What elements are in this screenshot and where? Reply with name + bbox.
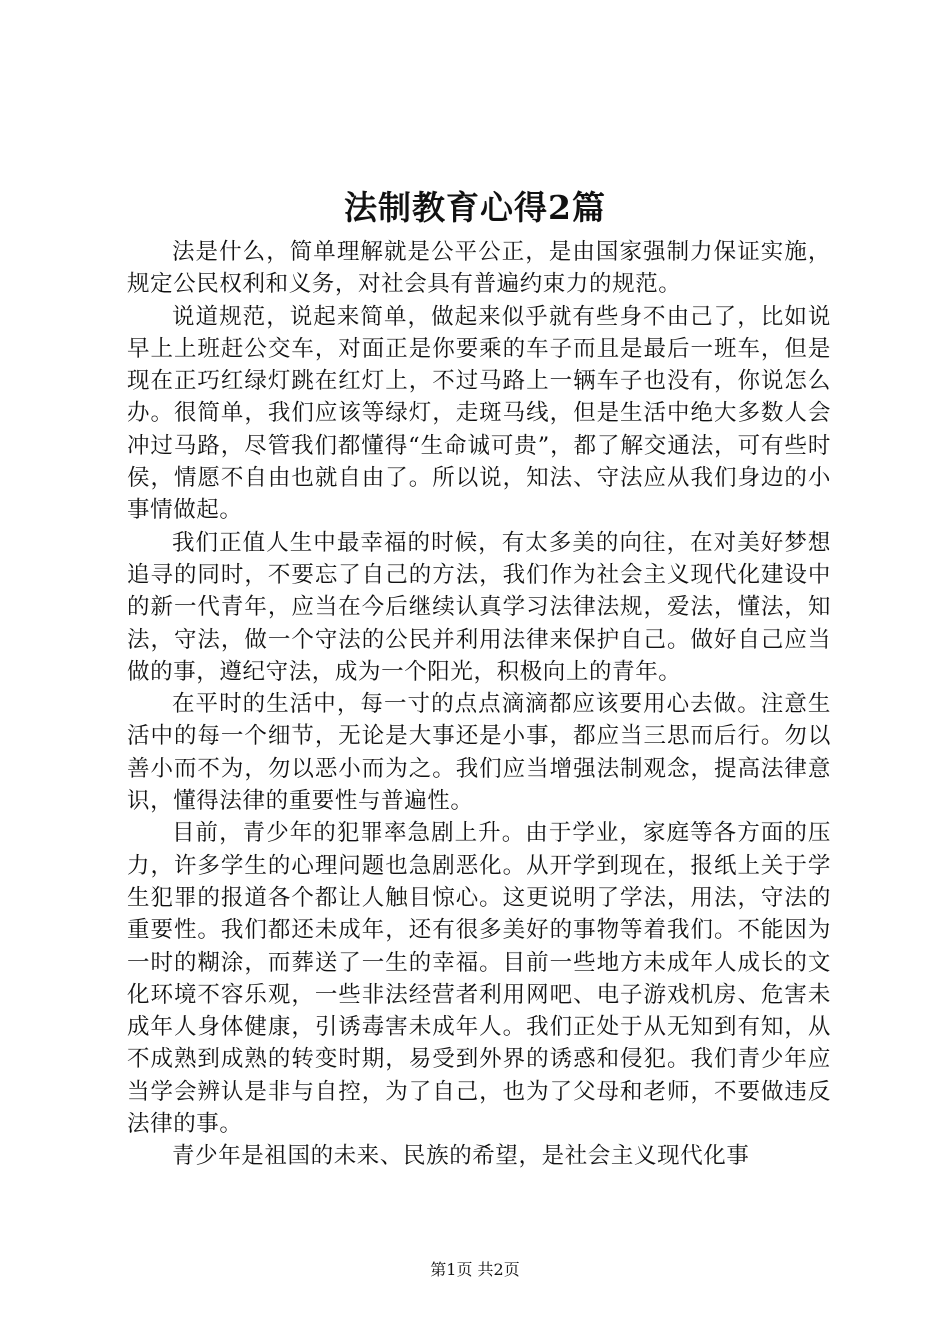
paragraph: 目前，青少年的犯罪率急剧上升。由于学业，家庭等各方面的压力，许多学生的心理问题也急剧恶化。从开学到现在，报纸上关于学生犯罪的报道各个都让人触目惊心。这更说明了学法，用法，守法的重要性。我们都还未成年，还有很多美好的事物等着我们。不能因为一时的糊涂，而葬送了一生的幸福。目前一些地方未成年人成长的文化环境不容乐观，一些非法经营者利用网吧、电子游戏机房、危害未成年人身体健康，引诱毒害未成年人。我们正处于从无知到有知，从不成熟到成熟的转变时期，易受到外界的诱惑和侵犯。我们青少年应当学会辨认是非与自控，为了自己，也为了父母和老师，不要做违反法律的事。 [127,820,831,1138]
document-body [127,236,831,1173]
page-footer: 第1页 共2页 [430,1260,520,1279]
paragraph: 青少年是祖国的未来、民族的希望，是社会主义现代化事 [172,1143,750,1170]
paragraph: 我们正值人生中最幸福的时候，有太多美的向往，在对美好梦想追寻的同时，不要忘了自己的方法，我们作为社会主义现代化建设中的新一代青年，应当在今后继续认真学习法律法规，爱法，懂法，知法，守法，做一个守法的公民并利用法律来保护自己。做好自己应当做的事，遵纪守法，成为一个阳光，积极向上的青年。 [127,529,831,685]
paragraph: 在平时的生活中，每一寸的点点滴滴都应该要用心去做。注意生活中的每一个细节，无论是大事还是小事，都应当三思而后行。勿以善小而不为，勿以恶小而为之。我们应当增强法制观念，提高法律意识，懂得法律的重要性与普遍性。 [127,691,831,815]
paragraph: 说道规范，说起来简单，做起来似乎就有些身不由己了，比如说早上上班赶公交车，对面正是你要乘的车子而且是最后一班车，但是现在正巧红绿灯跳在红灯上，不过马路上一辆车子也没有，你说怎么办。很简单，我们应该等绿灯，走斑马线，但是生活中绝大多数人会冲过马路，尽管我们都懂得“生命诚可贵”，都了解交通法，可有些时侯，情愿不自由也就自由了。所以说，知法、守法应从我们身边的小事情做起。 [127,303,831,524]
document-title: 法制教育心得2篇 [344,188,606,227]
paragraph: 法是什么，简单理解就是公平公正，是由国家强制力保证实施，规定公民权利和义务，对社会具有普遍约束力的规范。 [127,239,831,298]
